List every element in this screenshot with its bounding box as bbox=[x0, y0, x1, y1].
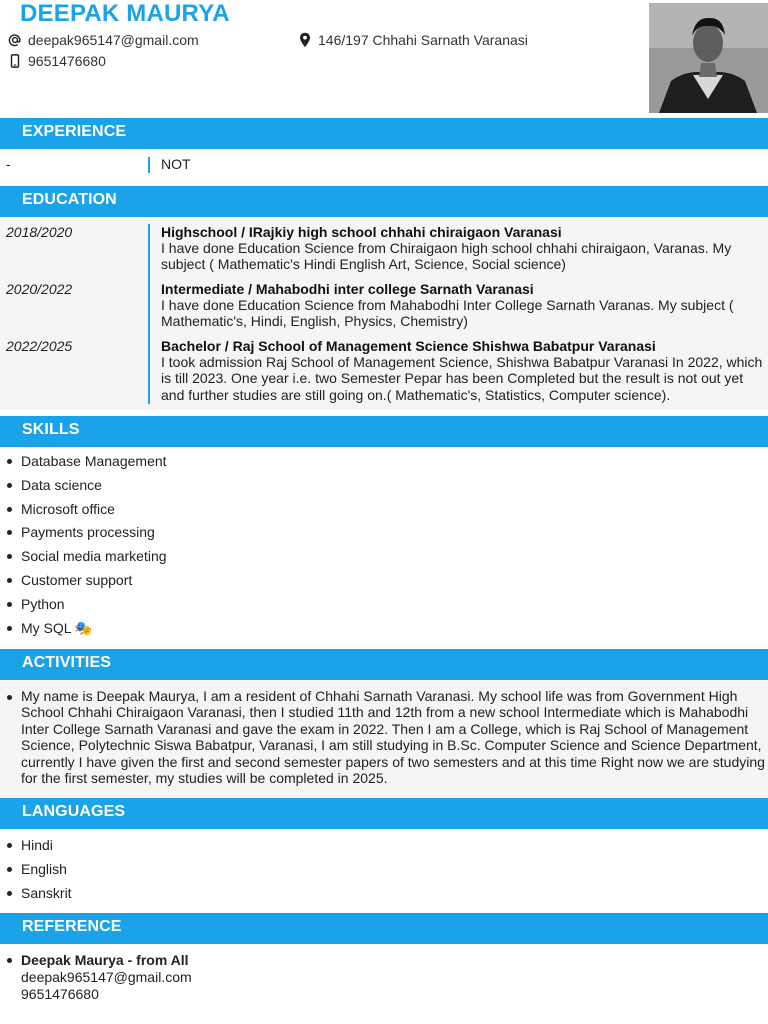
education-date: 2022/2025 bbox=[6, 338, 73, 354]
location-pin-icon bbox=[296, 32, 314, 48]
list-item: Sanskrit bbox=[21, 884, 72, 908]
list-item: Python bbox=[21, 595, 167, 619]
section-title: EDUCATION bbox=[22, 191, 117, 208]
email-text: deepak965147@gmail.com bbox=[28, 32, 199, 48]
list-item: Payments processing bbox=[21, 523, 167, 547]
education-date: 2020/2022 bbox=[6, 281, 73, 297]
reference-email: deepak965147@gmail.com bbox=[21, 969, 192, 985]
list-item: My SQL 🎭 bbox=[21, 619, 167, 643]
list-item: Hindi bbox=[21, 836, 72, 860]
education-description: I have done Education Science from Chiraigaon high school chhahi chiraigaon, Varanas. My subject ( Mathematic's Hindi English Art, Science, Social science) bbox=[161, 240, 732, 273]
education-list bbox=[0, 220, 768, 410]
education-description: I have done Education Science from Mahabodhi Inter College Sarnath Varanas. My subject ( Mathematic's, Hindi, English, Physics, Chemistry) bbox=[161, 297, 734, 330]
section-header-experience bbox=[0, 118, 768, 149]
section-header-activities bbox=[0, 649, 768, 680]
education-title: Bachelor / Raj School of Management Science Shishwa Babatpur Varanasi bbox=[161, 338, 656, 354]
section-header-reference bbox=[0, 913, 768, 944]
reference-entry bbox=[21, 952, 192, 1003]
education-title: Highschool / IRajkiy high school chhahi chiraigaon Varanasi bbox=[161, 224, 562, 240]
address-text: 146/197 Chhahi Sarnath Varanasi bbox=[318, 32, 528, 48]
section-title: LANGUAGES bbox=[22, 803, 126, 820]
phone-text: 9651476680 bbox=[28, 53, 106, 69]
profile-photo bbox=[649, 3, 768, 113]
section-title: EXPERIENCE bbox=[22, 123, 127, 140]
list-item: Social media marketing bbox=[21, 547, 167, 571]
activities-text: My name is Deepak Maurya, I am a resident of Chhahi Sarnath Varanasi. My school life was from Government High School Chhahi Chiraigaon Varanasi, then I studied 11th and 12th from a new school Intermediate which is Mahabodhi Inter College Sarnath Varanasi and gave the exam in 2022. Then I am a College, which is Raj School of Management Science, Polytechnic Siswa Babatpur, Varanasi, I am still studying in B.Sc. Computer Science and Science Department, currently I have given the first and second semester papers of two semesters and at this time Right now we are studying for the first semester, my studies will be completed in 2025. bbox=[21, 688, 765, 787]
list-item: Database Management bbox=[21, 452, 167, 476]
at-icon bbox=[6, 33, 24, 47]
section-title: SKILLS bbox=[22, 421, 80, 438]
reference-name: Deepak Maurya - from All bbox=[21, 952, 189, 968]
experience-text: NOT bbox=[161, 156, 191, 172]
languages-list bbox=[21, 836, 72, 907]
experience-entry bbox=[0, 156, 768, 174]
timeline-divider bbox=[148, 157, 150, 173]
skills-list bbox=[21, 452, 167, 642]
education-description: I took admission Raj School of Management Science, Shishwa Babatpur Varanasi In 2022, which is till 2023. One year i.e. two Semester Pepar has been Completed but the result is not out yet and further studies are still going on.( Mathematic's, Statistics, Computer science). bbox=[161, 354, 763, 403]
contact-address bbox=[296, 32, 528, 48]
list-item: Data science bbox=[21, 476, 167, 500]
candidate-name: DEEPAK MAURYA bbox=[20, 0, 230, 27]
education-title: Intermediate / Mahabodhi inter college Sarnath Varanasi bbox=[161, 281, 534, 297]
section-title: ACTIVITIES bbox=[22, 654, 112, 671]
section-header-education bbox=[0, 186, 768, 217]
reference-phone: 9651476680 bbox=[21, 986, 99, 1002]
contact-email bbox=[6, 32, 199, 48]
mobile-phone-icon bbox=[6, 54, 24, 68]
list-item: Customer support bbox=[21, 571, 167, 595]
contact-phone bbox=[6, 53, 106, 69]
education-date: 2018/2020 bbox=[6, 224, 73, 240]
section-header-languages bbox=[0, 798, 768, 829]
experience-date: - bbox=[6, 156, 11, 172]
list-item: Microsoft office bbox=[21, 500, 167, 524]
timeline-divider bbox=[148, 224, 150, 404]
bullet bbox=[7, 695, 12, 700]
activities-block bbox=[0, 682, 768, 798]
bullet bbox=[7, 958, 12, 963]
section-header-skills bbox=[0, 416, 768, 447]
section-title: REFERENCE bbox=[22, 918, 122, 935]
list-item: English bbox=[21, 860, 72, 884]
